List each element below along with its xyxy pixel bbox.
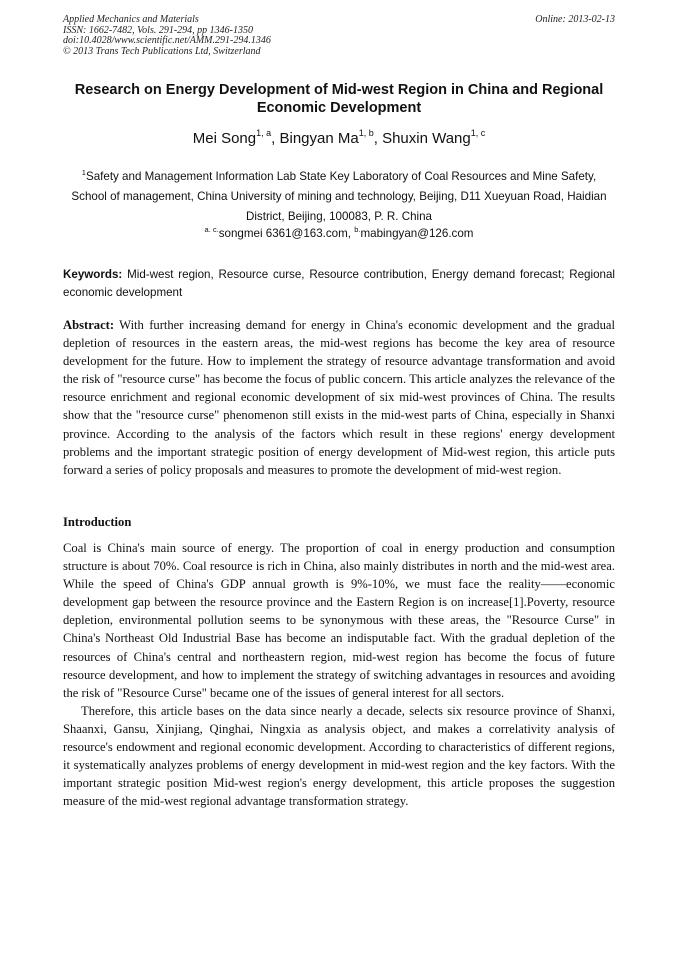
email-mark: a. c.	[204, 225, 219, 234]
keywords-label: Keywords:	[63, 268, 123, 281]
keywords	[63, 266, 615, 302]
introduction-body	[63, 539, 615, 810]
abstract	[63, 316, 615, 479]
author-separator: ,	[373, 130, 383, 147]
journal-issn: ISSN: 1662-7482, Vols. 291-294, pp 1346-1350	[63, 24, 253, 36]
journal-doi: doi:10.4028/www.scientific.net/AMM.291-294.1346	[63, 35, 271, 46]
email-address: mabingyan@126.com	[360, 227, 474, 240]
keywords-text: Mid-west region, Resource curse, Resource contribution, Energy demand forecast; Regional economic development	[63, 268, 615, 299]
author-affiliation-mark: 1, b	[358, 128, 374, 138]
paper-title: Research on Energy Development of Mid-west Region in China and Regional Economic Development	[74, 82, 604, 116]
author-list	[63, 130, 615, 148]
paragraph: Coal is China's main source of energy. The proportion of coal in energy production and consumption structure is about 70%. Coal resource is rich in China, also mainly distributes in north and the mid-west area. While the speed of China's GDP annual growth is 9%-10%, we must face the reality——economic development gap between the resource province and the Eastern Region is on increase[1].Poverty, resource depletion, environmental pollution seems to be synonymous with these areas, the "Resource Curse" in China's Northeast Old Industrial Base has become an indisputable fact. With the gradual depletion of the resources of China's central and northeastern region, mid-west region has become the focus of future resource development, and how to implement the strategy of switching advantages in resources and avoiding the risk of "Resource Curse" became one of the issues of general interest for all sectors.	[63, 541, 615, 700]
author-affiliation-mark: 1, c	[470, 128, 486, 138]
author-name: Bingyan Ma	[279, 130, 359, 147]
journal-copyright: © 2013 Trans Tech Publications Ltd, Switzerland	[63, 45, 261, 57]
author-emails	[63, 226, 615, 242]
author-separator: ,	[271, 130, 280, 147]
abstract-text: With further increasing demand for energy in China's economic development and the gradual depletion of resources in the eastern areas, the mid-west regions has become the key area of resource development for the future. How to implement the strategy of resource advantage transformation and avoid the risk of "resource curse" has become the focus of public concern. This article analyzes the relevance of the resource enrichment and regional economic development of six mid-west provinces of China. The results show that the "resource curse" phenomenon still exists in the mid-west parts of China, especially in Shanxi province. According to the analysis of the factors which result in these regions' energy development problems and the important strategic position of energy development of Mid-west region, this article puts forward a series of policy proposals and measures to promote the development of mid-west region.	[63, 318, 615, 477]
email-address: songmei 6361@163.com,	[218, 227, 355, 240]
affiliation-text: Safety and Management Information Lab State Key Laboratory of Coal Resources and Mine Safety, School of management, China University of mining and technology, Beijing, D11 Xueyuan Road, Haidian District, Beijing, 100083, P. R. China	[71, 170, 607, 223]
email-mark: b.	[354, 225, 361, 234]
abstract-label: Abstract:	[63, 318, 115, 332]
journal-header	[63, 15, 615, 57]
online-date: Online: 2013-02-13	[535, 14, 615, 25]
section-heading-introduction: Introduction	[63, 515, 132, 529]
paragraph: Therefore, this article bases on the data since nearly a decade, selects six resource province of Shanxi, Shaanxi, Gansu, Xinjiang, Qinghai, Ningxia as analysis object, and makes a correlativity analysis of resource's endowment and regional economic development. According to characteristics of different regions, it systematically analyzes problems of energy development in mid-west region and the key factors. With the important strategic position Mid-west region's energy development, this article proposes the suggestion measure of the mid-west regional advantage transformation strategy.	[63, 703, 615, 809]
author-name: Shuxin Wang	[382, 130, 471, 147]
affiliation	[63, 167, 615, 227]
affiliation-mark: 1	[81, 168, 86, 177]
author-name: Mei Song	[192, 130, 257, 147]
journal-name: Applied Mechanics and Materials	[63, 14, 199, 25]
author-affiliation-mark: 1, a	[256, 128, 272, 138]
